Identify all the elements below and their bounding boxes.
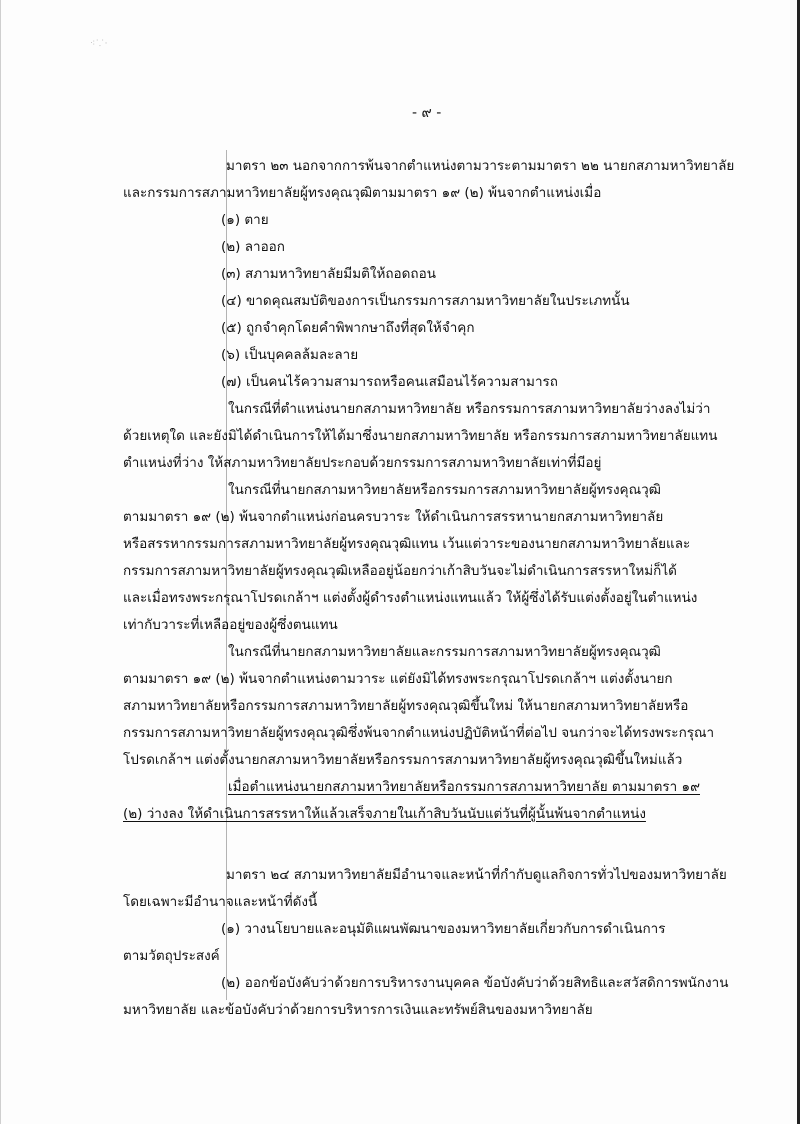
- section-23-heading: มาตรา ๒๓ นอกจากการพ้นจากตำแหน่งตามวาระตามมาตรา ๒๒ นายกสภามหาวิทยาลัย: [226, 158, 735, 174]
- s23-para2-line1: ในกรณีที่นายกสภามหาวิทยาลัยหรือกรรมการสภามหาวิทยาลัยผู้ทรงคุณวุฒิ: [228, 482, 661, 498]
- scan-smudge: ⁖⸪·: [90, 39, 109, 49]
- s23-item-5: (๕) ถูกจำคุกโดยคำพิพากษาถึงที่สุดให้จำคุก: [221, 320, 475, 336]
- s23-item-1: (๑) ตาย: [221, 212, 269, 228]
- s24-item-2-line2: มหาวิทยาลัย และข้อบังคับว่าด้วยการบริหารการเงินและทรัพย์สินของมหาวิทยาลัย: [123, 1002, 593, 1018]
- s23-para4-line2: (๒) ว่างลง ให้ดำเนินการสรรหาให้แล้วเสร็จภายในเก้าสิบวันนับแต่วันที่ผู้นั้นพ้นจากตำแหน่ง: [123, 806, 646, 822]
- s23-para2-line5: และเมื่อทรงพระกรุณาโปรดเกล้าฯ แต่งตั้งผู้ดำรงตำแหน่งแทนแล้ว ให้ผู้ซึ่งได้รับแต่งตั้งอยู่ในตำแหน่ง: [123, 590, 698, 606]
- s24-item-1-line2: ตามวัตถุประสงค์: [123, 948, 220, 964]
- section-23-heading-cont: และกรรมการสภามหาวิทยาลัยผู้ทรงคุณวุฒิตามมาตรา ๑๙ (๒) พ้นจากตำแหน่งเมื่อ: [123, 185, 602, 201]
- s23-item-6: (๖) เป็นบุคคลล้มละลาย: [221, 347, 359, 363]
- s23-item-4: (๔) ขาดคุณสมบัติของการเป็นกรรมการสภามหาวิทยาลัยในประเภทนั้น: [221, 293, 630, 309]
- s23-para4-line1: เมื่อตำแหน่งนายกสภามหาวิทยาลัยหรือกรรมการสภามหาวิทยาลัย ตามมาตรา ๑๙: [228, 779, 700, 795]
- s23-para3-line2: ตามมาตรา ๑๙ (๒) พ้นจากตำแหน่งตามวาระ แต่ยังมิได้ทรงพระกรุณาโปรดเกล้าฯ แต่งตั้งนายก: [123, 671, 673, 687]
- s23-para3-line1: ในกรณีที่นายกสภามหาวิทยาลัยและกรรมการสภามหาวิทยาลัยผู้ทรงคุณวุฒิ: [228, 644, 661, 660]
- s23-para1-line3: ตำแหน่งที่ว่าง ให้สภามหาวิทยาลัยประกอบด้วยกรรมการสภามหาวิทยาลัยเท่าที่มีอยู่: [123, 455, 602, 471]
- s23-para2-line2: ตามมาตรา ๑๙ (๒) พ้นจากตำแหน่งก่อนครบวาระ ให้ดำเนินการสรรหานายกสภามหาวิทยาลัย: [123, 509, 664, 525]
- s24-item-2-line1: (๒) ออกข้อบังคับว่าด้วยการบริหารงานบุคคล ข้อบังคับว่าด้วยสิทธิและสวัสดิการพนักงาน: [221, 975, 729, 991]
- s23-para3-line3: สภามหาวิทยาลัยหรือกรรมการสภามหาวิทยาลัยผู้ทรงคุณวุฒิขึ้นใหม่ ให้นายกสภามหาวิทยาลัยหรือ: [123, 698, 689, 714]
- s24-item-1-line1: (๑) วางนโยบายและอนุมัติแผนพัฒนาของมหาวิทยาลัยเกี่ยวกับการดำเนินการ: [221, 921, 666, 937]
- s23-para2-line3: หรือสรรหากรรมการสภามหาวิทยาลัยผู้ทรงคุณวุฒิแทน เว้นแต่วาระของนายกสภามหาวิทยาลัยและ: [123, 536, 691, 552]
- s23-para2-line6: เท่ากับวาระที่เหลืออยู่ของผู้ซึ่งตนแทน: [123, 617, 338, 633]
- s23-para1-line1: ในกรณีที่ตำแหน่งนายกสภามหาวิทยาลัย หรือกรรมการสภามหาวิทยาลัยว่างลงไม่ว่า: [228, 401, 711, 417]
- scan-edge-left: [0, 0, 1, 1124]
- s23-para2-line4: กรรมการสภามหาวิทยาลัยผู้ทรงคุณวุฒิเหลืออยู่น้อยกว่าเก้าสิบวันจะไม่ดำเนินการสรรหาใหม่ก็ได้: [123, 563, 677, 579]
- s23-item-7: (๗) เป็นคนไร้ความสามารถหรือคนเสมือนไร้ความสามารถ: [221, 374, 558, 390]
- s23-para1-line2: ด้วยเหตุใด และยังมิได้ดำเนินการให้ได้มาซึ่งนายกสภามหาวิทยาลัย หรือกรรมการสภามหาวิทยาลัยแทน: [123, 428, 718, 444]
- section-24-heading: มาตรา ๒๔ สภามหาวิทยาลัยมีอำนาจและหน้าที่กำกับดูแลกิจการทั่วไปของมหาวิทยาลัย: [226, 867, 727, 883]
- s23-item-2: (๒) ลาออก: [221, 239, 285, 255]
- section-24-heading-cont: โดยเฉพาะมีอำนาจและหน้าที่ดังนี้: [123, 894, 318, 910]
- s23-para3-line5: โปรดเกล้าฯ แต่งตั้งนายกสภามหาวิทยาลัยหรือกรรมการสภามหาวิทยาลัยผู้ทรงคุณวุฒิขึ้นใหม่แล้ว: [123, 752, 683, 768]
- s23-item-3: (๓) สภามหาวิทยาลัยมีมติให้ถอดถอน: [221, 266, 436, 282]
- s23-para3-line4: กรรมการสภามหาวิทยาลัยผู้ทรงคุณวุฒิซึ่งพ้นจากตำแหน่งปฏิบัติหน้าที่ต่อไป จนกว่าจะได้ทรงพระกรุณา: [123, 725, 715, 741]
- page-number: - ๙ -: [412, 105, 442, 121]
